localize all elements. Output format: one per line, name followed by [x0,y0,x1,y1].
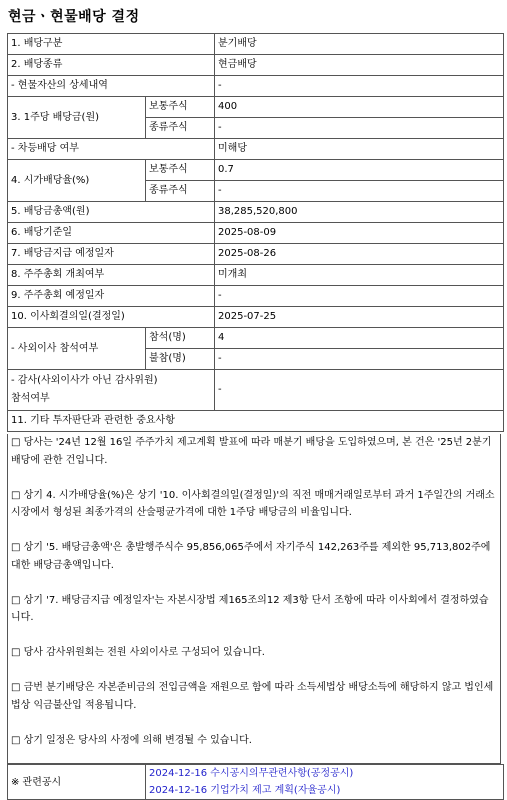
row-label: - 현물자산의 상세내역 [8,76,215,97]
row-sublabel: 종류주식 [146,181,215,202]
row-value: 400 [215,97,504,118]
row-sublabel: 불참(명) [146,349,215,370]
row-value: - [215,349,504,370]
table-row [8,244,504,265]
table-row [8,328,504,349]
row-value: - [215,76,504,97]
table-row [8,370,504,411]
row-sublabel: 보통주식 [146,97,215,118]
table-row [8,411,504,432]
section-label: 11. 기타 투자판단과 관련한 중요사항 [8,411,504,432]
row-label: 4. 시가배당율(%) [8,160,146,202]
row-value: 2025-08-26 [215,244,504,265]
row-value: 4 [215,328,504,349]
row-value: - [215,181,504,202]
row-value: 38,285,520,800 [215,202,504,223]
row-label: 1. 배당구분 [8,34,215,55]
related-disclosures [7,764,504,800]
row-label [8,370,215,411]
row-value: 분기배당 [215,34,504,55]
notes-block [7,434,501,764]
row-label: 8. 주주총회 개최여부 [8,265,215,286]
row-label: 5. 배당금총액(원) [8,202,215,223]
row-value: 0.7 [215,160,504,181]
row-label-line: - 감사(사외이사가 아닌 감사위원) [11,375,158,386]
note-paragraph: □ 상기 '5. 배당금총액'은 총발행주식수 95,856,065주에서 자기주식 142,263주를 제외한 95,713,802주에 대한 배당금총액입니다. [11,542,491,571]
related-link[interactable]: 2024-12-16 기업가치 제고 계획(자율공시) [149,785,341,796]
row-value: 미개최 [215,265,504,286]
dividend-table [7,33,504,432]
row-value: 현금배당 [215,55,504,76]
row-label: - 사외이사 참석여부 [8,328,146,370]
row-value: 미해당 [215,139,504,160]
row-label: 10. 이사회결의일(결정일) [8,307,215,328]
related-link[interactable]: 2024-12-16 수시공시의무관련사항(공정공시) [149,768,354,779]
table-row [8,160,504,181]
note-paragraph: □ 당사는 '24년 12월 16일 주주가치 제고계획 발표에 따라 매분기 배당을 도입하였으며, 본 건은 '25년 2분기 배당에 관한 건입니다. [11,437,492,466]
row-value: 2025-08-09 [215,223,504,244]
row-value: - [215,118,504,139]
row-sublabel: 보통주식 [146,160,215,181]
table-row [8,97,504,118]
note-paragraph: □ 당사 감사위원회는 전원 사외이사로 구성되어 있습니다. [11,647,265,658]
note-paragraph: □ 상기 4. 시가배당율(%)은 상기 '10. 이사회결의일(결정일)'의 직전 매매거래일로부터 과거 1주일간의 거래소 시장에서 형성된 최종가격의 산술평균가격에 대한 1주당 배당금의 비율입니다. [11,489,495,518]
related-label: ※ 관련공시 [8,765,146,800]
row-value: - [215,286,504,307]
row-value: - [215,370,504,411]
note-paragraph: □ 금번 분기배당은 자본준비금의 전입금액을 재원으로 함에 따라 소득세법상 배당소득에 해당하지 않고 법인세법상 익금불산입 적용됩니다. [11,682,494,711]
row-sublabel: 종류주식 [146,118,215,139]
table-row [8,76,504,97]
row-label: 6. 배당기준일 [8,223,215,244]
row-value: 2025-07-25 [215,307,504,328]
page-title: 현금ㆍ현물배당 결정 [8,9,140,25]
related-links [146,765,504,800]
row-label: 3. 1주당 배당금(원) [8,97,146,139]
table-row [8,286,504,307]
row-label: 2. 배당종류 [8,55,215,76]
row-label-line: 참석여부 [11,393,50,404]
note-paragraph: □ 상기 일정은 당사의 사정에 의해 변경될 수 있습니다. [11,734,252,746]
table-row [8,55,504,76]
row-label: 9. 주주총회 예정일자 [8,286,215,307]
row-label: - 차등배당 여부 [8,139,215,160]
table-row [8,223,504,244]
table-row [8,265,504,286]
table-row [8,34,504,55]
row-label: 7. 배당금지급 예정일자 [8,244,215,265]
table-row [8,202,504,223]
note-paragraph: □ 상기 '7. 배당금지급 예정일자'는 자본시장법 제165조의12 제3항 단서 조항에 따라 이사회에서 결정하였습니다. [11,594,489,623]
table-row [8,139,504,160]
table-row [8,765,504,800]
row-sublabel: 참석(명) [146,328,215,349]
table-row [8,307,504,328]
